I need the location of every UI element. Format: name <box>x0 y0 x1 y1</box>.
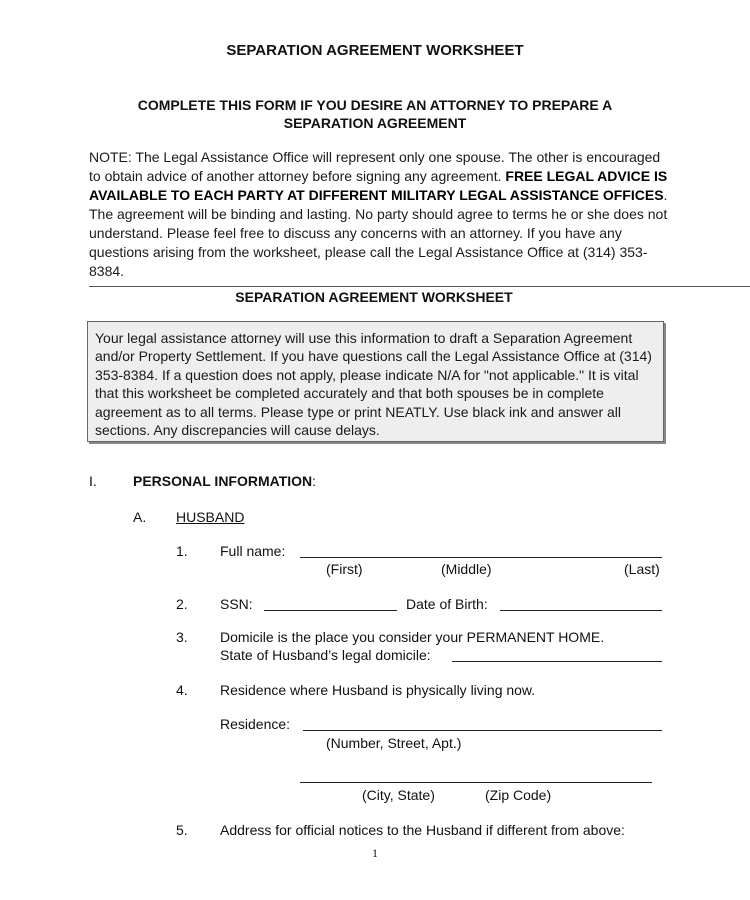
dob-field[interactable] <box>500 593 662 610</box>
caption-middle: (Middle) <box>441 561 492 577</box>
subtitle-line-1: COMPLETE THIS FORM IF YOU DESIRE AN ATTORNEY TO PREPARE A <box>137 97 613 113</box>
residence-street-line <box>303 730 662 731</box>
section-title-colon: : <box>312 473 317 489</box>
domicile-field[interactable] <box>452 644 662 661</box>
residence-label: Residence: <box>220 716 291 732</box>
caption-city-state: (City, State) <box>362 787 435 803</box>
residence-city-field[interactable] <box>300 765 652 782</box>
dob-label: Date of Birth: <box>406 596 488 612</box>
item-number-5: 5. <box>176 822 188 838</box>
document-title: SEPARATION AGREEMENT WORKSHEET <box>226 42 524 59</box>
page-number: 1 <box>372 846 378 860</box>
caption-zip: (Zip Code) <box>485 787 552 803</box>
instructions-box <box>87 321 664 442</box>
item-number-3: 3. <box>176 629 188 645</box>
domicile-description: Domicile is the place you consider your PERMANENT HOME. <box>220 629 605 645</box>
full-name-field[interactable] <box>300 540 662 557</box>
note-text-1: NOTE: The Legal Assistance Office will represent only one spouse. The other is encouraged to obtain advice of another attorney before signing any agreement. <box>89 149 661 184</box>
notices-description: Address for official notices to the Husband if different from above: <box>220 822 625 838</box>
item-number-2: 2. <box>176 596 188 612</box>
horizontal-rule <box>89 286 750 287</box>
section-number: I. <box>89 473 97 489</box>
subsection-letter: A. <box>133 509 147 525</box>
caption-street: (Number, Street, Apt.) <box>326 735 462 751</box>
item-number-4: 4. <box>176 682 188 698</box>
domicile-line <box>452 661 662 662</box>
residence-street-field[interactable] <box>303 713 662 730</box>
ssn-label: SSN: <box>220 596 253 612</box>
ssn-field[interactable] <box>264 593 397 610</box>
caption-first: (First) <box>326 561 363 577</box>
domicile-label: State of Husband’s legal domicile: <box>220 647 431 663</box>
note-text-2: . The agreement will be binding and lasting. No party should agree to terms he or she does not understand. Please feel free to discuss any concerns with an attorney. If you have any questions arising from the worksheet, please call the Legal Assistance Office at (314) 353-8384. <box>89 187 668 279</box>
note-paragraph <box>89 148 669 281</box>
caption-last: (Last) <box>624 561 660 577</box>
instructions-text: Your legal assistance attorney will use this information to draft a Separation Agreement and/or Property Settlement. If you have questions call the Legal Assistance Office at (314) 353-8384. If a question does not apply, please indicate N/A for "not applicable." It is vital that this worksheet be completed accurately and that both spouses be in complete agreement as to all terms. Please type or print NEATLY. Use black ink and answer all sections. Any discrepancies will cause delays. <box>95 330 652 439</box>
full-name-label: Full name: <box>220 543 286 559</box>
section-title-text: PERSONAL INFORMATION <box>133 473 313 489</box>
full-name-line <box>300 557 662 558</box>
subtitle-line-2: SEPARATION AGREEMENT <box>283 115 467 131</box>
dob-line <box>500 610 662 611</box>
document-subtitle <box>90 96 660 132</box>
residence-city-line <box>300 782 652 783</box>
section-title <box>133 473 316 489</box>
section-header: SEPARATION AGREEMENT WORKSHEET <box>235 289 513 305</box>
item-number-1: 1. <box>176 543 188 559</box>
note-bold-text: FREE LEGAL ADVICE IS AVAILABLE TO EACH PARTY AT DIFFERENT MILITARY LEGAL ASSISTANCE OFFICES <box>89 168 668 203</box>
ssn-line <box>264 610 397 611</box>
subsection-title: HUSBAND <box>176 509 245 525</box>
residence-description: Residence where Husband is physically living now. <box>220 682 536 698</box>
